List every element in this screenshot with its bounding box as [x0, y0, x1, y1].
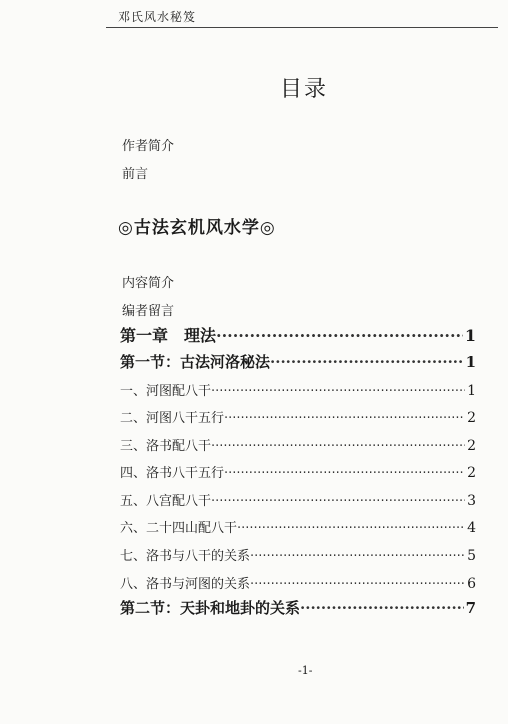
dot-leader — [224, 411, 465, 426]
toc-entry-label: 第一节：古法河洛秘法 — [120, 353, 271, 371]
toc-entry-page: 7 — [465, 599, 476, 617]
toc-entry-page: 2 — [467, 465, 476, 481]
toc-entry[interactable] — [120, 462, 476, 481]
toc-entry-page: 2 — [467, 410, 476, 426]
toc-entry-label: 六、二十四山配八干 — [120, 521, 238, 536]
toc-entry-label: 四、洛书八干五行 — [120, 466, 225, 481]
toc-entry[interactable] — [120, 545, 476, 564]
dot-leader — [211, 439, 465, 454]
dot-leader — [224, 466, 465, 481]
toc-item-author-bio[interactable]: 作者简介 — [122, 139, 175, 154]
toc-entry-page: 3 — [467, 493, 476, 509]
toc-item-content-intro[interactable]: 内容简介 — [122, 276, 175, 291]
toc-entry-page: 4 — [467, 520, 476, 536]
dot-leader — [270, 353, 464, 371]
toc-item-foreword[interactable]: 前言 — [122, 167, 149, 182]
toc-entry-page: 1 — [464, 326, 476, 345]
section-heading: ◎古法玄机风水学◎ — [118, 218, 276, 238]
toc-entry[interactable] — [120, 380, 476, 399]
toc-entry[interactable] — [120, 407, 476, 426]
dot-leader — [216, 326, 463, 345]
toc-entry-label: 七、洛书与八干的关系 — [120, 549, 251, 564]
toc-entry-label: 三、洛书配八干 — [120, 439, 212, 454]
dot-leader — [250, 577, 465, 592]
toc-entry[interactable] — [120, 323, 476, 346]
toc-entry[interactable] — [120, 597, 476, 618]
toc-entry-page: 6 — [467, 576, 476, 592]
toc-entry-page: 1 — [467, 383, 476, 399]
toc-entry[interactable] — [120, 351, 476, 372]
toc-entry[interactable] — [120, 490, 476, 509]
toc-entry-label: 八、洛书与河图的关系 — [120, 577, 251, 592]
dot-leader — [300, 599, 464, 617]
toc-entry[interactable] — [120, 435, 476, 454]
header-rule — [106, 27, 498, 28]
toc-entry[interactable] — [120, 573, 476, 592]
toc-entry-label: 第一章 理法 — [120, 326, 217, 345]
toc-entry-page: 5 — [467, 548, 476, 564]
toc-entry-label: 二、河图八干五行 — [120, 411, 225, 426]
toc-entry-page: 2 — [467, 438, 476, 454]
running-header: 邓氏风水秘笈 — [118, 10, 197, 24]
toc-entry-label: 五、八宫配八干 — [120, 494, 212, 509]
toc-entry-label: 第二节：天卦和地卦的关系 — [120, 599, 301, 617]
dot-leader — [211, 494, 465, 509]
dot-leader — [250, 549, 465, 564]
toc-item-editor-note[interactable]: 编者留言 — [122, 304, 175, 319]
toc-entry[interactable] — [120, 517, 476, 536]
toc-entry-label: 一、河图配八干 — [120, 384, 212, 399]
page-number: -1- — [298, 664, 313, 677]
dot-leader — [211, 384, 465, 399]
toc-entry-page: 1 — [465, 353, 476, 371]
page-title: 目录 — [280, 77, 329, 102]
dot-leader — [237, 521, 465, 536]
